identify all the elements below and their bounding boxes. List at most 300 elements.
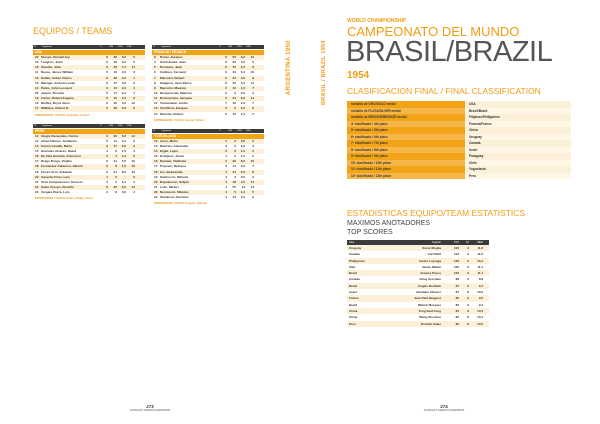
stat-games: 6 (225, 90, 227, 95)
player-name: Ivo, Aleksandar (160, 169, 183, 174)
stat-max: 7 (252, 164, 254, 169)
stat-max: 7 (133, 90, 135, 95)
player-number: 14 (35, 85, 39, 90)
stat-max: 4 (133, 190, 135, 195)
stat-max: 4 (133, 148, 135, 153)
stat-average: 2,5 (121, 96, 126, 101)
title-es: CAMPEONATO DEL MUNDO (347, 24, 520, 39)
footer-text: FUNDACIÓ FERRÁN FERRÁNDIZ (129, 409, 171, 412)
scorer-average: 11,1 (477, 264, 483, 269)
scorers-title-en: TOP SCORES (347, 229, 393, 236)
stat-average: 3,4 (121, 90, 126, 95)
scorer-games: 8 (467, 321, 469, 326)
player-number: 23 (35, 190, 39, 195)
stat-points: 30 (113, 55, 117, 59)
scorer-points: 84 (455, 308, 459, 313)
player-number: 16 (35, 96, 39, 101)
header-cell: P/Mi (246, 46, 251, 48)
stat-games: 7 (225, 101, 227, 106)
player-number: 14 (35, 143, 39, 148)
scorers-body (347, 245, 489, 327)
player-number: 12 (154, 101, 158, 106)
scorer-average: 9,4 (478, 302, 483, 307)
classification-team: China (465, 127, 571, 134)
scorer-average: 11,6 (477, 252, 483, 257)
player-name: Marcelot, Robert (160, 75, 185, 80)
header-cell: P/Mi (237, 46, 242, 48)
stat-games: 4 (225, 179, 227, 184)
player-number: 13 (154, 143, 158, 148)
stat-max: 9 (252, 65, 254, 70)
scorer-player: Abraham Shneior (415, 290, 441, 295)
stat-average: 1,6 (240, 106, 245, 111)
stat-points: 12 (232, 111, 236, 116)
stat-games: 6 (106, 101, 108, 106)
scorer-points: 106 (453, 246, 459, 250)
classification-place: medalla de PLATA/SILVER medal (347, 108, 465, 115)
header-cell: P/Mi (127, 124, 132, 127)
stat-max: 7 (252, 85, 254, 90)
player-name: Desaymonet, Maurice (160, 90, 192, 95)
stat-games: 6 (106, 55, 108, 59)
stat-points: 18 (232, 179, 236, 184)
footer-text: FUNDACIÓ FERRÁN FERRÁNDIZ (423, 409, 465, 412)
player-number: 4 (154, 60, 156, 65)
stat-points: 2 (234, 174, 236, 179)
scorer-average: 11,8 (477, 246, 483, 250)
header-cell: P/Mi (118, 124, 123, 127)
classification-team: Filipinas/Philippines (465, 114, 571, 121)
stat-points: 55 (232, 55, 236, 59)
classification-row (347, 173, 571, 180)
player-number: 15 (154, 154, 158, 159)
stat-average: 2,3 (240, 101, 245, 106)
stat-average: 1,0 (240, 85, 245, 90)
stat-max: 9 (252, 75, 254, 80)
stat-games: 5 (106, 138, 108, 143)
scorer-country: Brazil (349, 283, 358, 288)
header-cell: Jugadores (42, 46, 53, 48)
player-number: 6 (154, 70, 156, 75)
scorers-header-cell: PTS (453, 241, 459, 244)
stat-average: 8,5 (121, 169, 126, 174)
scorer-country: Brazil (349, 302, 358, 307)
player-name: Lolic, Mirkos (160, 184, 179, 189)
stat-games: 6 (225, 55, 227, 59)
player-row (33, 106, 145, 111)
team-table-header (33, 45, 145, 49)
stat-average: 6,4 (240, 70, 245, 75)
scorer-games: 9 (467, 296, 469, 301)
stat-average: 5,0 (240, 90, 245, 95)
stat-games: 1 (106, 174, 108, 179)
classification-place: 11º clasificado / 11th place (347, 166, 465, 173)
scorer-average: 9,6 (478, 296, 483, 301)
player-row (152, 195, 264, 200)
player-number: 17 (35, 106, 39, 111)
stat-average: 4,0 (240, 60, 245, 65)
player-name: Cailloux, Fernand (160, 70, 186, 75)
coach-line: ENTRENADOR / COACH: Carpenter, Gordon (35, 113, 90, 117)
page-number: 273 (146, 404, 154, 409)
team-table-header (152, 45, 264, 49)
player-number: 18 (35, 65, 39, 70)
stat-points: 21 (232, 169, 236, 174)
stat-games: 4 (225, 169, 227, 174)
player-number: 21 (154, 184, 158, 189)
header-cell: P/Mi (118, 46, 123, 48)
stat-average: 1,0 (121, 179, 126, 184)
player-number: 5 (154, 65, 156, 70)
scorer-player: Oscar Moglia (422, 246, 441, 250)
header-cell: N° (153, 46, 156, 48)
classification-team: Yugoslavia (465, 166, 571, 173)
team-block (152, 45, 264, 122)
scorer-games: 8 (467, 308, 469, 313)
stat-games: 6 (225, 65, 227, 70)
player-number: 13 (35, 101, 39, 106)
classification-place: 9º clasificado / 9th place (347, 153, 465, 160)
scorer-points: 86 (455, 296, 459, 301)
stat-points: 10 (232, 65, 236, 70)
player-number: 12 (35, 133, 39, 138)
stat-points: 15 (113, 96, 117, 101)
scorer-country: Canada (349, 277, 360, 282)
stat-max: 2 (252, 148, 254, 153)
stat-games: 2 (225, 85, 227, 90)
classification-team: Uruguay (465, 134, 571, 141)
stat-points: 10 (232, 85, 236, 90)
player-list (33, 55, 145, 112)
stat-points: 9 (115, 190, 117, 195)
header-cell: G/M (228, 46, 233, 48)
header-cell: Jugadores (42, 124, 53, 127)
scorer-country: Peru (349, 321, 356, 326)
stat-points: 5 (234, 190, 236, 195)
player-name: Dezcalzo Alvarez, David (41, 148, 77, 153)
scorer-games: 9 (467, 252, 469, 257)
stat-max: 0 (133, 143, 135, 148)
scorer-country: Philippines (349, 258, 366, 263)
stat-max: 2 (252, 154, 254, 159)
stat-points: 30 (113, 184, 117, 189)
stat-max: 0 (133, 154, 135, 159)
stat-games: 4 (225, 138, 227, 143)
stat-points: 2 (115, 179, 117, 184)
player-name: Kralijevic, Zoran (160, 154, 185, 159)
player-number: 15 (35, 148, 39, 153)
player-number: 16 (35, 154, 39, 159)
stat-games: 6 (106, 143, 108, 148)
scorer-points: 80 (455, 321, 459, 326)
stat-points: 0 (234, 90, 236, 95)
stat-max: 6 (133, 60, 135, 65)
scorer-country: China (349, 308, 358, 313)
player-name: Anon, Mirko (160, 138, 178, 143)
stat-max: 10 (250, 55, 254, 59)
stat-max: 6 (133, 138, 135, 143)
team-name: YUGOSLAVIA (152, 134, 264, 139)
scorer-points: 87 (455, 283, 459, 288)
right-footer (384, 404, 504, 412)
header-cell: P/Mi (237, 129, 242, 132)
scorer-games: 9 (467, 302, 469, 307)
scorer-country: USA (349, 264, 356, 269)
stat-max: 2 (252, 174, 254, 179)
scorer-games: 9 (467, 258, 469, 263)
player-number: 22 (35, 184, 39, 189)
stat-games: 6 (106, 159, 108, 164)
stat-average: 1,0 (240, 148, 245, 153)
scorer-country: France (349, 296, 359, 301)
stat-points: 13 (232, 195, 236, 200)
stat-max: 3 (133, 70, 135, 75)
stat-points: 2 (234, 154, 236, 159)
stat-games: 5 (106, 90, 108, 95)
scorer-games: 8 (467, 315, 469, 320)
stat-max: 0 (252, 138, 254, 143)
player-name: Salignon, Jean Pierre (160, 80, 192, 85)
stat-average: 2,0 (121, 70, 126, 75)
stat-games: 3 (225, 148, 227, 153)
scorer-average: 10,5 (477, 308, 483, 313)
left-footer (90, 404, 210, 412)
scorers-header-cell: Jugador (431, 241, 441, 244)
stat-average: 2,2 (121, 138, 126, 143)
stat-games: 5 (225, 106, 227, 111)
stat-points: 30 (113, 133, 117, 138)
header-cell: P (100, 46, 102, 48)
stat-points: 41 (113, 159, 117, 164)
stat-average: 2,8 (121, 143, 126, 148)
stat-average: 7,0 (121, 159, 126, 164)
classification-place: 8º clasificado / 8th place (347, 147, 465, 154)
player-name: Stoops, Donald Jay (41, 55, 70, 59)
player-name: Flores Arce, Eduardo (41, 169, 73, 174)
stat-average: 0,0 (240, 143, 245, 148)
stat-points: 0 (234, 143, 236, 148)
player-name: Langlois, John (41, 60, 63, 65)
stat-average: 5,0 (121, 184, 126, 189)
stat-max: 5 (252, 190, 254, 195)
stat-games: 6 (106, 85, 108, 90)
player-number: 23 (154, 195, 158, 200)
stat-max: 7 (252, 101, 254, 106)
stat-points: 34 (232, 96, 236, 101)
player-list (33, 134, 145, 196)
player-number: 14 (154, 111, 158, 116)
player-name: De Zela Hurtado, Francisco (41, 154, 82, 159)
stat-points: 10 (232, 80, 236, 85)
stat-max: 8 (252, 169, 254, 174)
stat-average: 0,5 (240, 174, 245, 179)
team-name: USA (33, 50, 145, 55)
player-name: Chollfrod, Jacques (160, 106, 188, 111)
classification-team: USA (465, 101, 571, 108)
player-name: Abad Alfonso, Guillermo (41, 138, 78, 143)
stat-games: 5 (225, 111, 227, 116)
stat-average: 7,1 (121, 65, 126, 70)
player-name: Perebere, Jean (160, 65, 183, 70)
scorers-header-cell: MED (477, 241, 483, 244)
scorer-points: 83 (455, 315, 459, 320)
header-cell: G/M (109, 124, 114, 127)
teams-title: EQUIPOS / TEAMS (33, 26, 113, 36)
stat-average: 5,0 (121, 133, 126, 138)
classification-place: 10º clasificado / 10th place (347, 160, 465, 167)
player-name: Marcelot, Maurice (160, 85, 187, 90)
stat-games: 6 (106, 60, 108, 65)
team-name: PERU (33, 129, 145, 134)
stat-games: 5 (106, 106, 108, 111)
stat-max: 3 (252, 90, 254, 95)
player-number: 20 (154, 179, 158, 184)
scorer-average: 9,7 (478, 283, 483, 288)
player-name: Drouvernice, Jacques (160, 96, 193, 101)
stat-games: 1 (225, 154, 227, 159)
scorers-header-cell: País (349, 241, 355, 244)
classification-place: 7º clasificado / 7th place (347, 140, 465, 147)
scorer-games: 9 (467, 283, 469, 288)
stat-games: 4 (106, 148, 108, 153)
classification-team: Chile (465, 160, 571, 167)
player-name: Parks, John Leonard (41, 85, 72, 90)
team-table-header (152, 129, 264, 133)
stat-average: 1,5 (121, 148, 126, 153)
stat-games: 6 (225, 70, 227, 75)
stat-average: 6,5 (240, 159, 245, 164)
scorer-player: Wang Shi-chun (419, 315, 441, 320)
player-number: 13 (154, 106, 158, 111)
stat-max: 4 (133, 85, 135, 90)
player-number: 16 (154, 159, 158, 164)
stat-max: 11 (250, 80, 254, 85)
scorer-row (347, 321, 489, 327)
stat-average: 4,6 (240, 164, 245, 169)
stat-average: 4,5 (240, 179, 245, 184)
stat-average: 2,2 (121, 85, 126, 90)
player-name: Fernandez Calderon, Alberto (41, 164, 84, 169)
player-name: Stankovic, Borislav (160, 195, 189, 200)
stat-points: 13 (113, 85, 117, 90)
player-list (152, 139, 264, 201)
stat-average: 1,0 (240, 154, 245, 159)
stat-points: 26 (232, 159, 236, 164)
stat-average: 3,2 (121, 60, 126, 65)
header-cell: P (219, 46, 221, 48)
header-cell: P/Mi (246, 129, 251, 132)
stat-points: 48 (113, 65, 117, 70)
player-name: Salcinovic, Milorad (160, 174, 189, 179)
classification-place: 12º clasificado / 12th place (347, 173, 465, 180)
stat-average: 1,3 (121, 154, 126, 159)
player-name: Monclar, Robert (160, 111, 184, 116)
player-name: Drago Burga, Virgilio (41, 159, 72, 164)
scorer-games: 9 (467, 277, 469, 282)
stat-points: 9 (115, 164, 117, 169)
header-cell: Jugadores (161, 129, 172, 132)
scorer-average: 10,4 (477, 315, 483, 320)
stat-games: 6 (106, 133, 108, 138)
classification-place: 5º clasificado / 5th place (347, 127, 465, 134)
stat-games: 6 (106, 164, 108, 169)
player-name: Alegre Benavides, Carlos (41, 133, 79, 138)
stat-max: 8 (133, 96, 135, 101)
player-list (152, 55, 264, 117)
page-number: 274 (440, 404, 448, 409)
stat-points: 17 (113, 143, 117, 148)
player-number: 10 (35, 80, 39, 85)
stat-games: 3 (225, 143, 227, 148)
player-name: Rieffey, Bryce Allen (41, 101, 70, 106)
stat-max: 10 (250, 70, 254, 75)
stat-average: 1,5 (121, 164, 126, 169)
classification-team: Francia/France (465, 121, 571, 128)
player-number: 8 (154, 55, 156, 59)
coach-line: ENTRENADOR / COACH: Rojas y Rojas, Carlos (35, 197, 94, 201)
scorer-points: 104 (453, 252, 459, 257)
stat-games: 6 (225, 75, 227, 80)
stat-average: 9,2 (240, 55, 245, 59)
player-number: 10 (154, 90, 158, 95)
stat-max: 7 (133, 75, 135, 80)
stat-games: 6 (225, 96, 227, 101)
right-page (300, 0, 600, 424)
header-cell: N° (34, 124, 37, 127)
player-name: Ortiz Campodonico, Ernesto (41, 179, 83, 184)
stat-max: 10 (131, 164, 135, 169)
scorer-games: 9 (467, 246, 469, 250)
classification-title: CLASIFICACION FINAL / FINAL CLASSIFICATION (347, 86, 541, 96)
stat-average: 5,0 (121, 55, 126, 59)
scorer-average: 9,8 (478, 277, 483, 282)
player-number: 7 (154, 75, 156, 80)
team-block (152, 129, 264, 206)
scorers-title-es: MAXIMOS ANOTADORES (347, 220, 431, 227)
player-number: 14 (154, 148, 158, 153)
player-number: 18 (154, 169, 158, 174)
player-number: 22 (154, 190, 158, 195)
header-cell: Jugadores (161, 46, 172, 48)
stat-games: 6 (106, 75, 108, 80)
player-number: 19 (35, 169, 39, 174)
player-number: 11 (154, 96, 158, 101)
scorer-average: 16,4 (477, 258, 483, 263)
scorers-table (347, 240, 489, 327)
scorer-player: Jean Paul Beugnot (413, 296, 441, 301)
header-cell: G/M (228, 129, 233, 132)
player-number: 17 (154, 164, 158, 169)
stat-games: 4 (225, 190, 227, 195)
title-big: BRASIL/BRAZIL (346, 36, 553, 68)
player-name: Eiglei, Lajos (160, 148, 179, 153)
stat-max: 2 (133, 179, 135, 184)
stat-games: 4 (225, 184, 227, 189)
stat-points: 17 (113, 90, 117, 95)
left-side-label: ARGENTINA 1950 (286, 40, 292, 95)
scorer-country: Uruguay (349, 246, 362, 250)
player-name: Vochemann, Andre (160, 101, 188, 106)
stat-games: 6 (106, 169, 108, 174)
scorer-average: 11,1 (477, 271, 483, 276)
stat-average: 13 (241, 184, 245, 189)
classification-team: Brasil/Brazil (465, 108, 571, 115)
scorer-player: Rodolfo Salas (420, 321, 441, 326)
player-number: 17 (35, 159, 39, 164)
player-row (152, 112, 264, 117)
team-block (33, 45, 145, 117)
stat-games: 6 (106, 184, 108, 189)
